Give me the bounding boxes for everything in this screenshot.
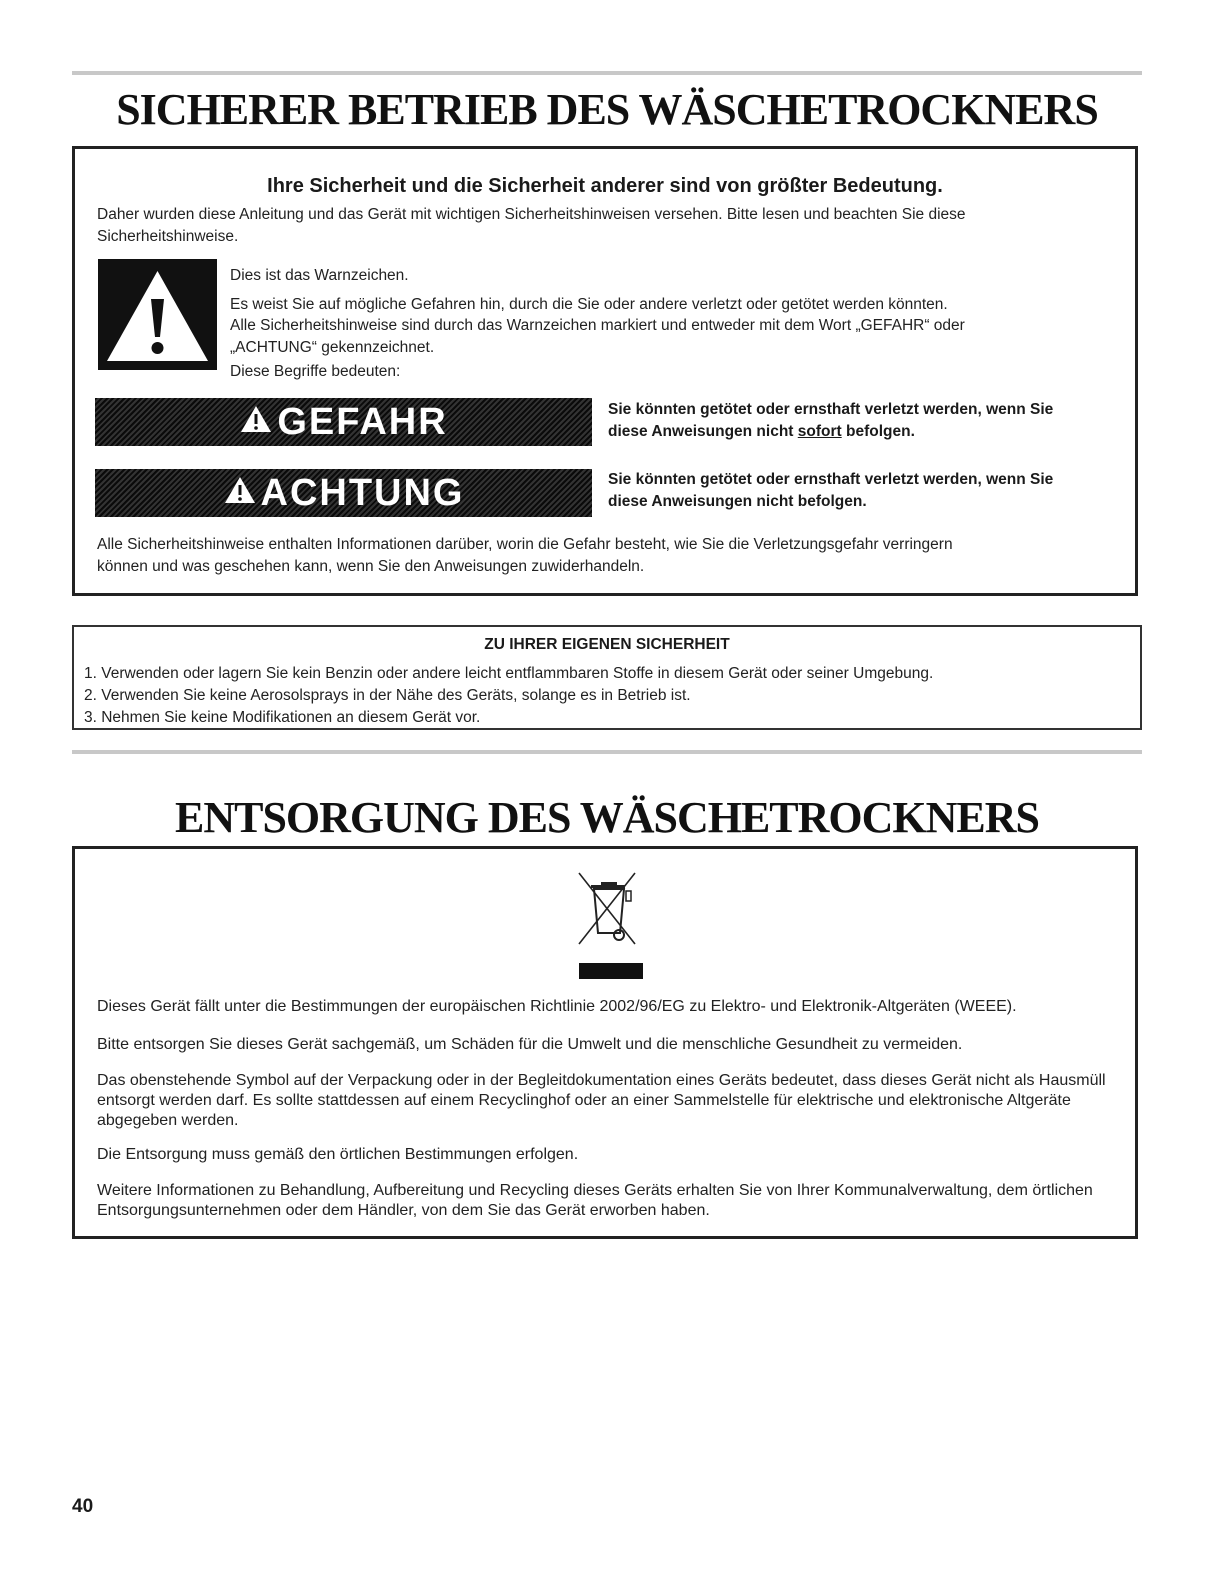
caution-warning-triangle-icon	[223, 472, 257, 515]
top-rule	[72, 71, 1142, 75]
safety-closing-line1: Alle Sicherheitshinweise enthalten Informationen darüber, worin die Gefahr besteht, wie Sie die Verletzungsgefahr verringern	[97, 536, 953, 553]
list-item: 3. Nehmen Sie keine Modifikationen an diesem Gerät vor.	[84, 709, 481, 726]
disposal-paragraph-2: Bitte entsorgen Sie dieses Gerät sachgemäß, um Schäden für die Umwelt und die menschliche Gesundheit zu vermeiden.	[97, 1036, 963, 1053]
safety-section-title: SICHERER BETRIEB DES WÄSCHETROCKNERS	[116, 85, 1098, 134]
caution-desc-line2: diese Anweisungen nicht befolgen.	[608, 493, 867, 510]
symbol-line-2: Es weist Sie auf mögliche Gefahren hin, durch die Sie oder andere verletzt oder getötet werden könnten.	[230, 296, 948, 313]
own-safety-box	[72, 625, 1142, 730]
page-number: 40	[72, 1496, 94, 1517]
danger-desc-pre: diese Anweisungen nicht	[608, 423, 798, 440]
middle-rule	[72, 750, 1142, 754]
safety-info-box	[72, 146, 1138, 596]
symbol-line-4: „ACHTUNG“ gekennzeichnet.	[230, 339, 435, 356]
weee-marking-bar	[579, 963, 643, 979]
safety-intro-line2: Sicherheitshinweise.	[97, 228, 239, 245]
list-item: 2. Verwenden Sie keine Aerosolsprays in der Nähe des Geräts, solange es in Betrieb ist.	[84, 687, 691, 704]
danger-desc-line1: Sie könnten getötet oder ernsthaft verletzt werden, wenn Sie	[608, 401, 1054, 418]
caution-label: ACHTUNG	[260, 471, 465, 514]
caution-desc-line1: Sie könnten getötet oder ernsthaft verletzt werden, wenn Sie	[608, 471, 1054, 488]
symbol-line-1: Dies ist das Warnzeichen.	[230, 267, 409, 284]
caution-signal-bar	[95, 469, 592, 517]
disposal-paragraph-5: Weitere Informationen zu Behandlung, Aufbereitung und Recycling dieses Geräts erhalten Sie von Ihrer Kommunalverwaltung, dem örtlichen Entsorgungsunternehmen oder dem Händler, von dem Sie das Gerät erworben haben.	[97, 1182, 1093, 1219]
disposal-paragraph-4: Die Entsorgung muss gemäß den örtlichen Bestimmungen erfolgen.	[97, 1146, 579, 1163]
danger-desc-post: befolgen.	[841, 423, 915, 440]
warning-triangle-icon	[98, 259, 217, 370]
disposal-paragraph-3: Das obenstehende Symbol auf der Verpackung oder in der Begleitdokumentation eines Geräts bedeutet, dass dieses Gerät nicht als Hausmüll entsorgt werden darf. Es sollte stattdessen auf einem Recyclinghof oder an einer Sammelstelle für elektrische und elektronische Altgeräte abgegeben werden.	[97, 1072, 1106, 1129]
danger-signal-bar	[95, 398, 592, 446]
danger-label: GEFAHR	[277, 400, 448, 443]
own-safety-heading: ZU IHRER EIGENEN SICHERHEIT	[484, 636, 730, 653]
danger-description	[608, 399, 1138, 443]
own-safety-list	[84, 663, 933, 729]
disposal-box	[72, 846, 1138, 1239]
safety-heading: Ihre Sicherheit und die Sicherheit anderer sind von größter Bedeutung.	[267, 175, 943, 197]
disposal-paragraph-1: Dieses Gerät fällt unter die Bestimmungen der europäischen Richtlinie 2002/96/EG zu Elektro- und Elektronik-Altgeräten (WEEE).	[97, 998, 1017, 1015]
caution-description	[608, 469, 1138, 513]
danger-desc-underlined: sofort	[797, 423, 842, 440]
list-item: 1. Verwenden oder lagern Sie kein Benzin oder andere leicht entflammbaren Stoffe in diesem Gerät oder seiner Umgebung.	[84, 665, 934, 682]
symbol-line-5: Diese Begriffe bedeuten:	[230, 363, 401, 380]
safety-closing-line2: können und was geschehen kann, wenn Sie den Anweisungen zuwiderhandeln.	[97, 558, 645, 575]
crossed-out-wheelie-bin-icon	[577, 871, 637, 946]
safety-intro-line1: Daher wurden diese Anleitung und das Gerät mit wichtigen Sicherheitshinweisen versehen. Bitte lesen und beachten Sie diese	[97, 206, 966, 223]
disposal-section-title: ENTSORGUNG DES WÄSCHETROCKNERS	[174, 793, 1040, 842]
danger-warning-triangle-icon	[239, 401, 273, 444]
symbol-line-3: Alle Sicherheitshinweise sind durch das Warnzeichen markiert und entweder mit dem Wort „GEFAHR“ oder	[230, 317, 965, 334]
